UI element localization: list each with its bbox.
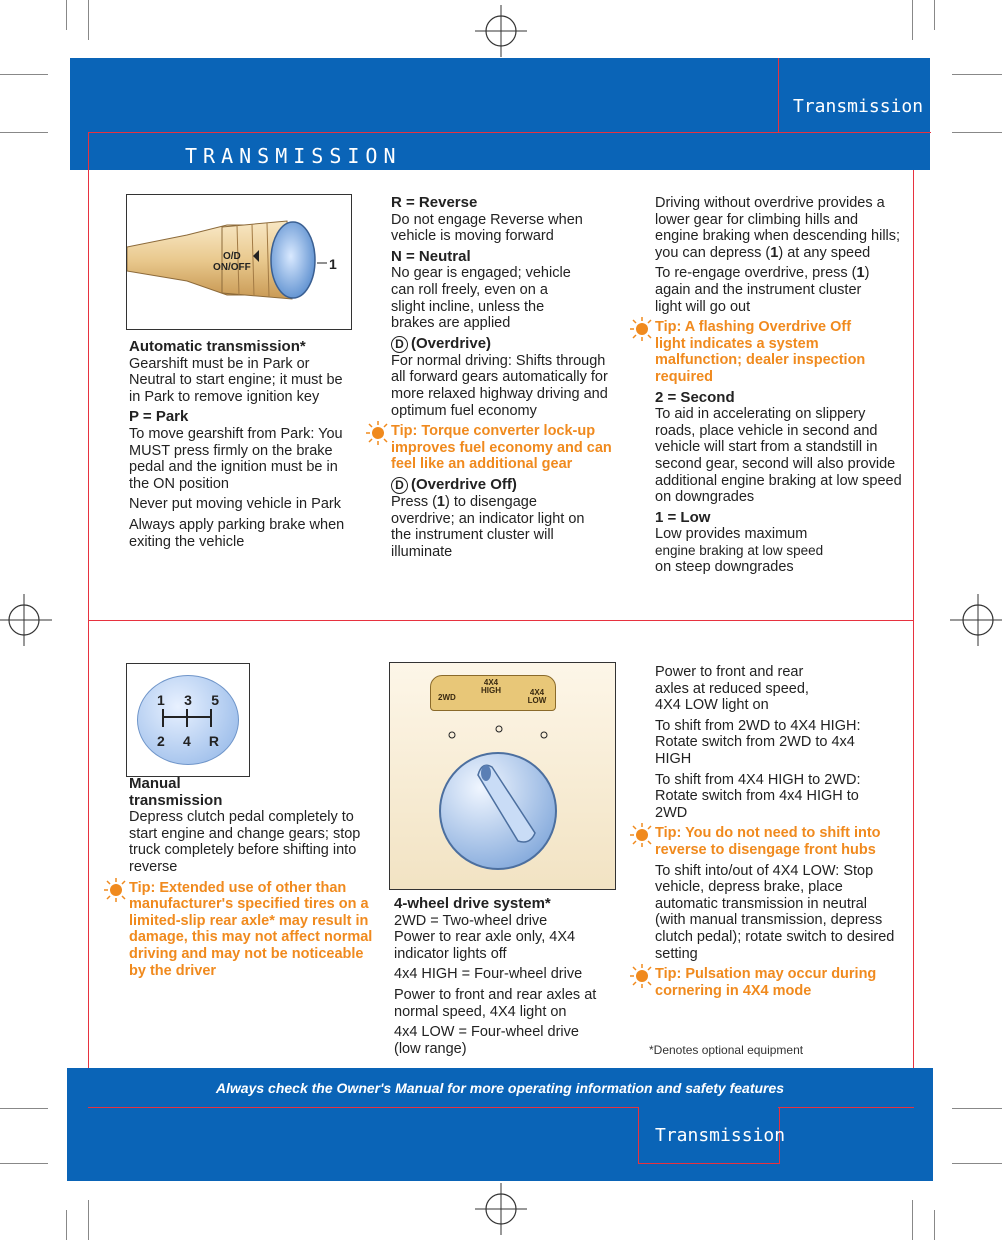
low-text: Low provides maximum	[655, 526, 808, 543]
text-fragment: ) again and the instrument cluster light will go out	[655, 265, 870, 315]
park-text-2: Never put moving vehicle in Park	[129, 496, 341, 513]
tip-pulse-text: Tip: Pulsation may occur during cornering in 4X4 mode	[655, 966, 877, 999]
column-automatic	[129, 339, 354, 554]
fwd-line-1: 2WD = Two-wheel drive	[394, 912, 548, 929]
crop-mark	[912, 1200, 913, 1240]
fwd-line-4: Power to front and rear axles at normal speed, 4X4 light on	[394, 986, 597, 1020]
header-tab	[778, 58, 931, 133]
footer-note: Always check the Owner's Manual for more operating information and safety features	[215, 1080, 785, 1096]
overdrive-off-text	[391, 494, 591, 560]
registration-mark	[950, 594, 1002, 646]
manual-text: Depress clutch pedal completely to start engine and change gears; stop truck completely before shifting into reverse	[129, 809, 361, 875]
crop-mark	[0, 132, 48, 133]
no-od-text	[655, 195, 903, 261]
text-fragment: ) to disengage overdrive; an indicator light on the instrument cluster will illuminate	[391, 493, 585, 560]
registration-mark	[0, 594, 52, 646]
crop-mark	[88, 0, 89, 40]
4wd-switch-figure	[389, 662, 616, 890]
registration-mark	[475, 5, 527, 57]
text-fragment: ) at any speed	[778, 244, 871, 261]
crop-mark	[952, 132, 1002, 133]
tip-lightbulb-icon	[627, 317, 653, 341]
callout-ref: 1	[436, 493, 445, 510]
reverse-text: Do not engage Reverse when vehicle is moving forward	[391, 211, 583, 245]
overdrive-off-heading-row	[391, 477, 639, 494]
column-manual	[129, 664, 381, 983]
text-fragment: Press (	[391, 493, 437, 510]
fwd-line-5: 4x4 LOW = Four-wheel drive (low range)	[394, 1024, 579, 1057]
reengage-text	[655, 265, 870, 315]
mode-4x4-low-label: 4X4 LOW	[527, 688, 547, 705]
col6-text-3: To shift from 4X4 HIGH to 2WD: Rotate switch from 4x4 HIGH to 2WD	[655, 771, 861, 821]
column-4wd-shifting	[655, 664, 895, 1003]
low-text-3: on steep downgrades	[655, 559, 794, 576]
crop-mark	[66, 0, 67, 30]
second-heading: 2 = Second	[655, 388, 735, 406]
footer-tab	[638, 1107, 786, 1164]
crop-mark	[88, 1200, 89, 1240]
on-off-label: ON/OFF	[213, 262, 251, 273]
overdrive-heading: (Overdrive)	[411, 334, 492, 352]
tip-hubs	[655, 825, 885, 858]
gear-1: 1	[157, 692, 165, 708]
tip-torque	[391, 423, 639, 473]
crop-mark	[0, 74, 48, 75]
neutral-heading: N = Neutral	[391, 247, 471, 265]
page-title: TRANSMISSION	[185, 144, 402, 168]
od-label: O/D	[223, 251, 241, 262]
tip-flash-text: Tip: A flashing Overdrive Off light indicates a system malfunction; dealer inspection required	[655, 319, 866, 385]
col6-text-1: Power to front and rear axles at reduced speed, 4X4 LOW light on	[655, 664, 809, 714]
d-symbol: D	[391, 477, 408, 494]
registration-mark	[475, 1183, 527, 1235]
column-overdrive	[655, 195, 903, 576]
park-heading: P = Park	[129, 408, 189, 426]
gear-2: 2	[157, 733, 165, 749]
gearshift-figure	[126, 194, 352, 330]
column-4wd	[394, 896, 622, 1061]
crop-mark	[952, 74, 1002, 75]
mode-4x4-high-label: 4X4 HIGH	[481, 678, 501, 695]
gear-4: 4	[182, 733, 191, 749]
reverse-heading: R = Reverse	[391, 194, 478, 211]
manual-heading: Manual transmission	[129, 775, 223, 809]
second-text: To aid in accelerating on slippery roads, place vehicle in second and vehicle will start from a standstill in second gear, second will also provide additional engine braking at low speed on downgrades	[655, 406, 902, 506]
tip-lightbulb-icon	[101, 878, 127, 902]
frame-line	[88, 132, 778, 133]
frame-line	[778, 1107, 914, 1108]
crop-mark	[952, 1108, 1002, 1109]
fwd-heading: 4-wheel drive system*	[394, 895, 551, 912]
low-heading: 1 = Low	[655, 508, 711, 526]
fwd-line-2: Power to rear axle only, 4X4 indicator lights off	[394, 929, 576, 962]
tip-tires-text: Tip: Extended use of other than manufacturer's specified tires on a limited-slip rear axle* may result in damage, this may not affect normal driving and may not be noticeable by the driver	[129, 879, 373, 979]
crop-mark	[0, 1108, 48, 1109]
tip-pulse	[655, 966, 895, 999]
crop-mark	[934, 0, 935, 30]
low-text-2: engine braking at low speed	[655, 542, 824, 558]
auto-heading: Automatic transmission*	[129, 338, 306, 355]
footnote: *Denotes optional equipment	[649, 1043, 804, 1057]
tip-lightbulb-icon	[627, 964, 653, 988]
overdrive-text: For normal driving: Shifts through all forward gears automatically for more relaxed highway driving and optimum fuel economy	[391, 352, 608, 419]
crop-mark	[952, 1163, 1002, 1164]
text-fragment: To re-engage overdrive, press (	[655, 265, 857, 282]
tip-hubs-text: Tip: You do not need to shift into reverse to disengage front hubs	[655, 825, 881, 858]
gear-3: 3	[184, 692, 192, 708]
tip-lightbulb-icon	[627, 823, 653, 847]
gear-r: R	[208, 733, 219, 749]
frame-line	[88, 1107, 638, 1108]
col6-text-2: To shift from 2WD to 4X4 HIGH: Rotate switch from 2WD to 4x4 HIGH	[655, 717, 861, 767]
auto-text: Gearshift must be in Park or Neutral to start engine; it must be in Park to remove ignition key	[129, 355, 343, 405]
crop-mark	[66, 1210, 67, 1240]
col6-text-4: To shift into/out of 4X4 LOW: Stop vehicle, depress brake, place automatic transmission in neutral (with manual transmission, depress clutch pedal); rotate switch to desired setting	[655, 862, 895, 962]
mode-2wd-label: 2WD	[438, 693, 456, 702]
overdrive-off-heading: (Overdrive Off)	[411, 475, 517, 493]
callout-ref: 1	[770, 244, 779, 261]
park-text: To move gearshift from Park: You MUST press firmly on the brake pedal and the ignition must be in the ON position	[129, 425, 343, 492]
frame-line	[913, 170, 914, 1108]
overdrive-heading-row	[391, 336, 639, 353]
callout-ref: 1	[856, 265, 865, 282]
tip-lightbulb-icon	[363, 421, 389, 445]
callout-number: 1	[329, 256, 337, 272]
tip-tires	[129, 880, 381, 980]
tip-torque-text: Tip: Torque converter lock-up improves fuel economy and can feel like an additional gear	[391, 423, 612, 473]
footer-tab-label: Transmission	[655, 1125, 786, 1146]
text-fragment: Driving without overdrive provides a lower gear for climbing hills and engine braking when descending hills; you can depress (	[655, 195, 901, 261]
float-spacer	[129, 664, 257, 776]
crop-mark	[934, 1210, 935, 1240]
header-tab-label: Transmission	[793, 96, 924, 117]
tip-flash	[655, 319, 875, 385]
frame-line	[88, 620, 914, 621]
crop-mark	[0, 1163, 48, 1164]
d-symbol: D	[391, 336, 408, 353]
4wd-knob	[390, 663, 615, 889]
park-text-3: Always apply parking brake when exiting the vehicle	[129, 516, 345, 550]
gear-5: 5	[211, 692, 219, 708]
crop-mark	[912, 0, 913, 40]
neutral-text: No gear is engaged; vehicle can roll freely, even on a slight incline, unless the brakes are applied	[391, 265, 571, 332]
column-gears	[391, 195, 639, 564]
fwd-line-3: 4x4 HIGH = Four-wheel drive	[394, 966, 583, 983]
